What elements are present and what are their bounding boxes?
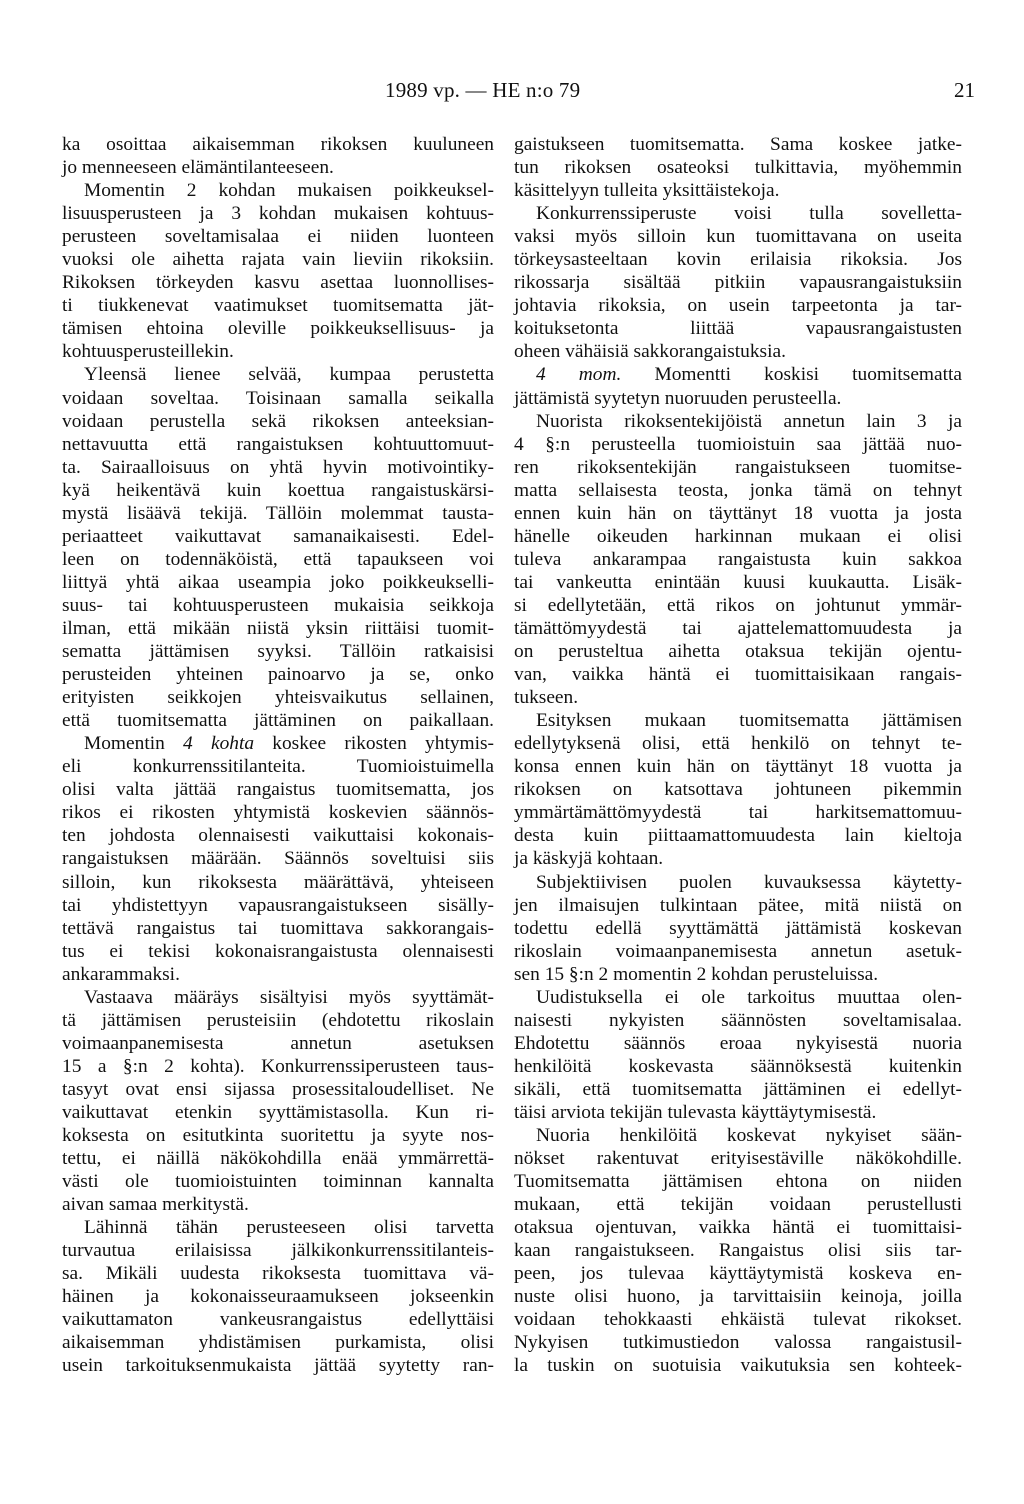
text-line: sen 15 §:n 2 momentin 2 kohdan perusteluissa. [514, 963, 879, 985]
text-line: Momentin 2 kohdan mukaisen poikkeuksel- [84, 180, 494, 202]
text-line: peen, jos tulevaa käyttäytymistä koskeva en- [514, 1263, 962, 1285]
text-line: tämättömyydestä tai ajattelemattomuudesta ja [514, 617, 962, 639]
text-line: rikos ei rikosten yhtymistä koskevien säännös- [62, 802, 494, 824]
text-line: tettu, ei näillä näkökohdilla enää ymmärrettä- [62, 1148, 494, 1170]
text-line: tai yhdistettyyn vapausrangaistukseen sisälly- [62, 894, 494, 916]
text-line: ta. Sairaalloisuus on yhtä hyvin motivointiky- [62, 456, 494, 478]
text-line: nuste olisi huono, ja tarvittaisiin keinoja, joilla [514, 1286, 962, 1308]
text-line: Uudistuksella ei ole tarkoitus muuttaa olen- [536, 986, 962, 1008]
text-line: aikaisemman yhdistämisen purkamista, olisi [62, 1332, 494, 1354]
text-line: turvautua erilaisissa jälkikonkurrenssitilanteis- [62, 1240, 494, 1262]
text-line: Momentin 4 kohta koskee rikosten yhtymis- [84, 733, 495, 755]
text-line: lisuusperusteen ja 3 kohdan mukaisen kohtuus- [62, 203, 494, 225]
text-line: västi ole tuomioistuinten toiminnan kannalta [62, 1171, 494, 1193]
text-line: Nykyisen tutkimustiedon valossa rangaistusil- [514, 1332, 962, 1354]
text-line: perusteen soveltamisalaa ei niiden luonteen [62, 226, 494, 248]
text-line: tämisen ehtoina oleville poikkeuksellisuus- ja [62, 318, 494, 340]
text-line: ymmärtämättömyydestä tai harkitsemattomuu- [514, 802, 962, 824]
text-line: erityisten seikkojen yhteisvaikutus sellainen, [62, 687, 494, 709]
text-line: suus- tai kohtuusperusteen mukaisia seikkoja [62, 594, 494, 616]
text-line: oheen vähäisiä sakkorangaistuksia. [514, 341, 786, 363]
text-line: hänelle oikeuden harkinnan mukaan ei olisi [514, 525, 962, 547]
text-line: johtavia rikoksia, on usein tarpeetonta ja tar- [514, 295, 962, 317]
text-line: ti tiukkenevat vaatimukset tuomitsematta jät- [62, 295, 494, 317]
text-line: rikoksen on katsottava johtuneen pikemmin [514, 779, 962, 801]
text-line: on perusteltua aihetta otaksua tekijän ojentu- [514, 641, 962, 663]
text-line: rangaistuksen määrään. Säännös soveltuisi siis [62, 848, 494, 870]
text-line: ren rikoksentekijän rangaistukseen tuomitse- [514, 456, 962, 478]
text-line: si edellytetään, että rikos on johtunut ymmär- [514, 594, 962, 616]
text-line: mukaan, että tekijän voidaan perustellusti [514, 1194, 962, 1216]
page-header [0, 78, 1024, 108]
left-text-column [62, 133, 494, 1378]
text-line: liittyä yhtä aikaa useampia joko poikkeukselli- [62, 571, 494, 593]
page-number: 21 [954, 78, 975, 102]
text-line: tä jättämisen perusteisiin (ehdotettu rikoslain [62, 1009, 494, 1031]
italic-term: 4 kohta [183, 733, 255, 755]
text-line: ennen kuin hän on täyttänyt 18 vuotta ja josta [514, 502, 962, 524]
text-line: Lähinnä tähän perusteeseen olisi tarvetta [84, 1217, 494, 1239]
text-line: henkilöitä koskevasta säännöksestä kuitenkin [514, 1055, 962, 1077]
text-line: ilman, että mikään niistä yksin riittäisi tuomit- [62, 617, 494, 639]
text-line: voimaanpanemisesta annetun asetuksen [62, 1032, 494, 1054]
text-line: Ehdotettu säännös eroaa nykyisestä nuoria [514, 1032, 962, 1054]
text-line: täisi arviota tekijän tulevasta käyttäytymisestä. [514, 1101, 877, 1123]
text-line: Yleensä lienee selvää, kumpaa perustetta [84, 364, 494, 386]
text-line: jättämistä syytetyn nuoruuden perusteella. [514, 387, 842, 409]
text-line: vaikuttamaton vankeusrangaistus edellyttäisi [62, 1309, 494, 1331]
text-line: vaksi myös silloin kun tuomittavana on useita [514, 226, 962, 248]
text-line: 4 mom. Momentti koskisi tuomitsematta [536, 364, 962, 386]
text-line: 4 §:n perusteella tuomioistuin saa jättää nuo- [514, 433, 962, 455]
text-line: tukseen. [514, 687, 579, 709]
text-line: Rikoksen törkeyden kasvu asettaa luonnollises- [62, 272, 494, 294]
text-line: 15 a §:n 2 kohta). Konkurrenssiperusteen taus- [62, 1055, 494, 1077]
text-line: tettävä rangaistus tai tuomittava sakkorangais- [62, 917, 494, 939]
text-line: leen on todennäköistä, että tapaukseen voi [62, 548, 494, 570]
text-line: voidaan perustella sekä rikoksen anteeksian- [62, 410, 494, 432]
text-line: eli konkurrenssitilanteita. Tuomioistuimella [62, 756, 494, 778]
text-line: nökset rakentuvat erityisestäville näkökohdille. [514, 1148, 962, 1170]
text-line: usein tarkoituksenmukaista jättää syytetty ran- [62, 1355, 494, 1377]
text-line: ten johdosta olennaisesti vaikuttaisi kokonais- [62, 825, 494, 847]
text-line: la tuskin on suotuisia vaikutuksia sen kohteek- [514, 1355, 962, 1377]
text-line: voidaan soveltaa. Toisinaan samalla seikalla [62, 387, 494, 409]
italic-term: 4 mom. [536, 364, 622, 386]
text-line: sa. Mikäli uudesta rikoksesta tuomittava vä- [62, 1263, 494, 1285]
text-line: jo menneeseen elämäntilanteeseen. [62, 157, 334, 179]
text-line: edellytyksenä olisi, että henkilö on tehnyt te- [514, 733, 962, 755]
text-line: aivan samaa merkitystä. [62, 1194, 249, 1216]
text-line: rikossarja sisältää pitkiin vapausrangaistuksiin [514, 272, 962, 294]
text-line: Konkurrenssiperuste voisi tulla sovelletta- [536, 203, 962, 225]
text-line: vaikuttavat etenkin syyttämistasolla. Kun ri- [62, 1101, 494, 1123]
text-line: todettu edellä syyttämättä jättämistä koskevan [514, 917, 962, 939]
text-line: voidaan tehokkaasti ehkäistä tulevat rikokset. [514, 1309, 962, 1331]
text-line: tai vankeutta enintään kuusi kuukautta. Lisäk- [514, 571, 962, 593]
text-line: nettavuutta että rangaistuksen kohtuuttomuut- [62, 433, 494, 455]
text-line: periaatteet vaikuttavat samanaikaisesti. Edel- [62, 525, 494, 547]
text-line: että tuomitsematta jättäminen on paikallaan. [62, 710, 494, 732]
text-line: kohtuusperusteillekin. [62, 341, 234, 363]
text-line: tasyyt ovat ensi sijassa prosessitaloudelliset. Ne [62, 1078, 494, 1100]
text-line: silloin, kun rikoksesta määrättävä, yhteiseen [62, 871, 494, 893]
text-line: konsa ennen kuin hän on täyttänyt 18 vuotta ja [514, 756, 962, 778]
text-line: mystä lisäävä tekijä. Tällöin molemmat tausta- [62, 502, 494, 524]
text-line: perusteiden yhteinen painoarvo ja se, onko [62, 664, 494, 686]
text-line: Subjektiivisen puolen kuvauksessa käytetty- [536, 871, 962, 893]
text-line: Nuorista rikoksentekijöistä annetun lain 3 ja [536, 410, 962, 432]
text-line: kyä heikentävä kuin koettua rangaistuskärsi- [62, 479, 494, 501]
text-line: gaistukseen tuomitsematta. Sama koskee jatke- [514, 134, 962, 155]
text-line: Vastaava määräys sisältyisi myös syyttämät- [84, 986, 494, 1008]
text-line: tus ei tekisi kokonaisrangaistusta olennaisesti [62, 940, 494, 962]
text-line: naisesti nykyisten säännösten soveltamisalaa. [514, 1009, 962, 1031]
text-line: tuleva ankarampaa rangaistusta kuin sakkoa [514, 548, 962, 570]
text-line: sikäli, että tuomitsematta jättäminen ei edellyt- [514, 1078, 962, 1100]
text-line: Tuomitsematta jättämisen ehtona on niiden [514, 1171, 962, 1193]
text-line: ka osoittaa aikaisemman rikoksen kuuluneen [62, 134, 494, 155]
text-line: desta kuin piittaamattomuudesta lain kieltoja [514, 825, 962, 847]
text-line: otaksua ojentuvan, vaikka häntä ei tuomittaisi- [514, 1217, 962, 1239]
text-line: törkeysasteeltaan kovin erilaisia rikoksia. Jos [514, 249, 962, 271]
text-line: sematta jättämisen syyksi. Tällöin ratkaisisi [62, 641, 494, 663]
text-line: käsittelyyn tulleita yksittäistekoja. [514, 180, 780, 202]
text-line: ankarammaksi. [62, 963, 180, 985]
text-line: Nuoria henkilöitä koskevat nykyiset sään- [536, 1125, 962, 1147]
text-line: tun rikoksen osateoksi tulkittavia, myöhemmin [514, 157, 962, 179]
running-head: 1989 vp. — HE n:o 79 [385, 78, 581, 102]
text-line: jen ilmaisujen tulkintaan pätee, mitä niistä on [514, 894, 962, 916]
right-text-column [514, 133, 962, 1378]
text-line: Esityksen mukaan tuomitsematta jättämisen [536, 710, 962, 732]
text-line: koituksetonta liittää vapausrangaistusten [514, 318, 962, 340]
text-line: kaan rangaistukseen. Rangaistus olisi siis tar- [514, 1240, 962, 1262]
text-line: ja käskyjä kohtaan. [514, 848, 664, 870]
text-line: olisi valta jättää rangaistus tuomitsematta, jos [62, 779, 494, 801]
text-line: koksesta on esitutkinta suoritettu ja syyte nos- [62, 1125, 494, 1147]
text-line: van, vaikka häntä ei tuomittaisikaan rangais- [514, 664, 962, 686]
text-line: vuoksi ole aihetta rajata vain lieviin rikoksiin. [62, 249, 494, 271]
text-line: häinen ja kokonaisseuraamukseen jokseenkin [62, 1286, 494, 1308]
text-line: rikoslain voimaanpanemisesta annetun asetuk- [514, 940, 962, 962]
text-line: matta sellaisesta teosta, jonka tämä on tehnyt [514, 479, 962, 501]
